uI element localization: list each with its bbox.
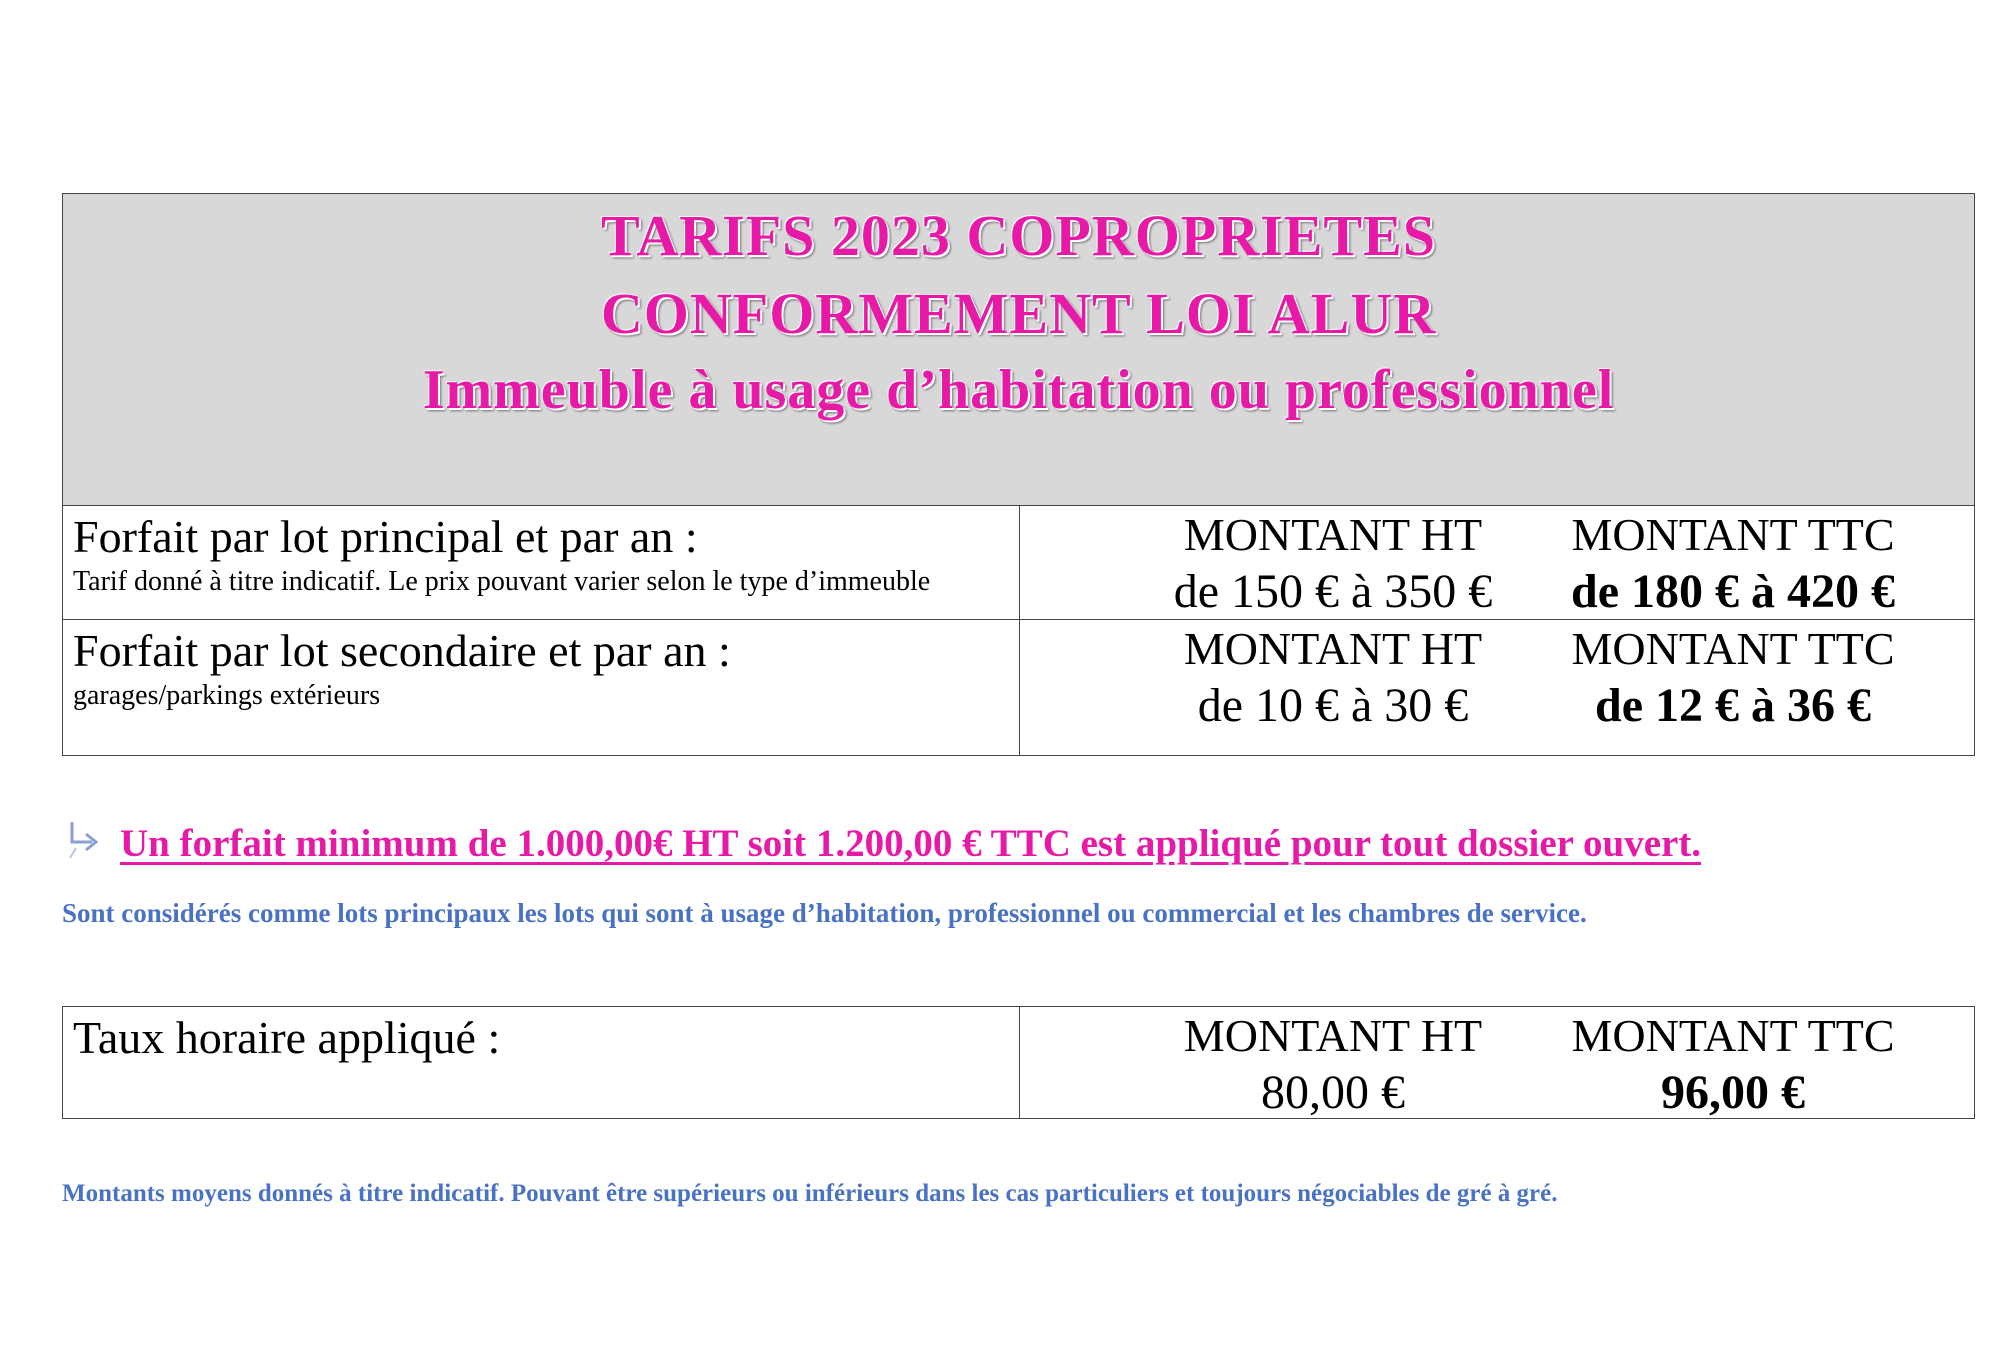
ttc-header: MONTANT TTC <box>1571 1010 1895 1061</box>
ht-value: de 10 € à 30 € <box>1197 679 1469 732</box>
main-lots-definition: Sont considérés comme lots principaux les lots qui sont à usage d’habitation, professionnel ou commercial et les chambres de service. <box>62 898 1587 928</box>
ht-header: MONTANT HT <box>1183 509 1483 560</box>
title-block <box>63 194 1974 506</box>
hourly-rate-row <box>63 1007 1974 1118</box>
row-sublabel: garages/parkings extérieurs <box>73 680 381 711</box>
ht-header: MONTANT HT <box>1183 623 1483 674</box>
footer-note: Montants moyens donnés à titre indicatif. Pouvant être supérieurs ou inférieurs dans les cas particuliers et toujours négociables de gré à gré. <box>62 1180 1558 1207</box>
row-label: Taux horaire appliqué : <box>73 1012 501 1063</box>
row-label: Forfait par lot principal et par an : <box>73 511 698 562</box>
row-label-cell <box>63 620 1020 755</box>
ttc-header: MONTANT TTC <box>1571 623 1895 674</box>
row-label: Forfait par lot secondaire et par an : <box>73 625 731 676</box>
row-label-cell <box>63 506 1020 619</box>
title-line-2: CONFORMEMENT LOI ALUR <box>600 281 1437 346</box>
tariff-table <box>62 193 1975 756</box>
row-label-cell <box>63 1007 1020 1118</box>
ht-value: 80,00 € <box>1261 1066 1405 1119</box>
row-sublabel: Tarif donné à titre indicatif. Le prix pouvant varier selon le type d’immeuble <box>73 566 931 597</box>
hourly-rate-table <box>62 1006 1975 1119</box>
ht-header: MONTANT HT <box>1183 1010 1483 1061</box>
minimum-fee-text: Un forfait minimum de 1.000,00€ HT soit 1.200,00 € TTC est appliqué pour tout dossier ouvert. <box>120 822 1702 865</box>
ttc-value: 96,00 € <box>1661 1066 1805 1119</box>
ttc-value: de 180 € à 420 € <box>1571 565 1895 618</box>
tariff-row-main-lot <box>63 506 1974 620</box>
ttc-header: MONTANT TTC <box>1571 509 1895 560</box>
title-line-1: TARIFS 2023 COPROPRIETES <box>600 203 1437 268</box>
arrow-right-icon <box>66 818 106 862</box>
minimum-fee-note <box>66 818 1701 866</box>
ht-value: de 150 € à 350 € <box>1173 565 1493 618</box>
ttc-value: de 12 € à 36 € <box>1595 679 1871 732</box>
tariff-row-secondary-lot <box>63 620 1974 755</box>
title-line-3: Immeuble à usage d’habitation ou professionnel <box>422 359 1615 421</box>
